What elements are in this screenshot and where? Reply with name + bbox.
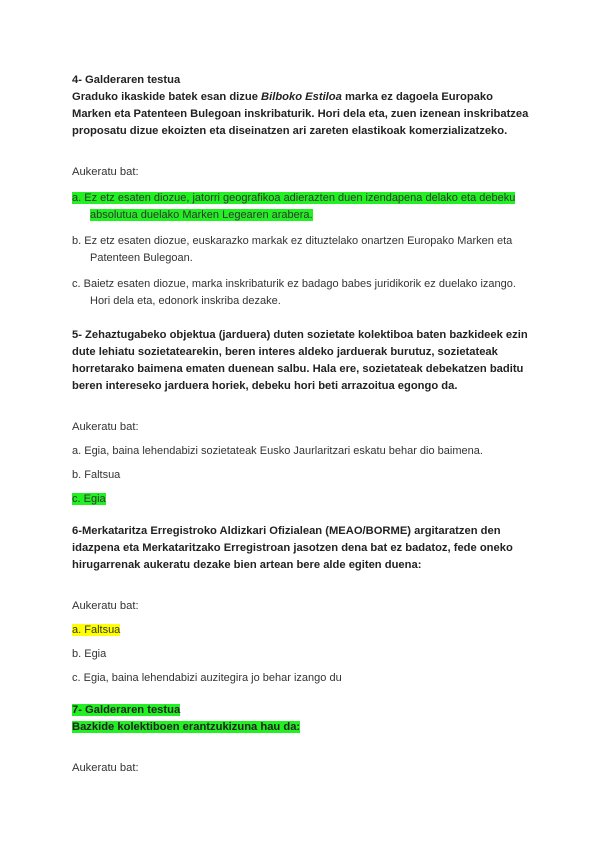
q7-stem-text: Bazkide kolektiboen erantzukizuna hau da: <box>72 721 301 733</box>
q6-choose-label: Aukeratu bat: <box>72 600 139 612</box>
q6-option-a-text: a. Faltsua <box>72 624 121 636</box>
q4-stem-italic: Bilboko Estiloa <box>261 91 342 103</box>
q4-option-a[interactable] <box>72 190 532 224</box>
q6-option-a[interactable] <box>72 622 532 639</box>
q4-stem-part-b: marka ez dagoela Europako Marken eta Patenteen Bulegoan inskribaturik. Hori dela eta, zuen izenean inskribatzea proposatu dizue ekoizten eta diseinatzen ari zareten elastikoak komerzializatzeko. <box>72 91 529 137</box>
q5-option-c[interactable] <box>72 491 532 508</box>
q6-option-b[interactable]: b. Egia <box>72 648 107 660</box>
question-5-stem: 5- Zehaztugabeko objektua (jarduera) duten sozietate kolektiboa baten bazkideek ezin dute lehiatu sozietatearekin, beren interes aldeko jarduerak burutuz, sozietateak horretarako baimena ematen duenean salbu. Hala ere, sozietateak debekatzen baditu beren intereseko jarduera horiek, debeku hori beti arrazoitua egongo da. <box>72 329 528 392</box>
q6-option-c[interactable]: c. Egia, baina lehendabizi auzitegira jo behar izango du <box>72 672 342 684</box>
question-4-stem <box>72 89 532 140</box>
q5-option-c-text: c. Egia <box>72 493 106 505</box>
question-6-stem: 6-Merkataritza Erregistroko Aldizkari Ofizialean (MEAO/BORME) argitaratzen den idazpena eta Merkataritzako Erregistroan jasotzen dena bat ez badatoz, fede oneko hirugarrenak aukeratu dezake bien artean bere alde egiten duena: <box>72 525 513 571</box>
q4-choose-label: Aukeratu bat: <box>72 166 139 178</box>
q4-option-a-text: a. Ez etz esaten diozue, jatorri geografikoa adierazten duen izendapena delako eta debeku absolutua duelako Marken Legearen arabera. <box>72 192 516 221</box>
question-7-stem <box>72 719 532 736</box>
q4-stem-part-a: Graduko ikaskide batek esan dizue <box>72 91 262 103</box>
q4-option-c[interactable]: c. Baietz esaten diozue, marka inskribaturik ez badago babes juridikorik ez duelako izango. Hori dela eta, edonork inskriba dezake. <box>72 278 516 307</box>
q5-choose-label: Aukeratu bat: <box>72 421 139 433</box>
question-7-title <box>72 702 532 719</box>
q4-option-b[interactable]: b. Ez etz esaten diozue, euskarazko markak ez dituztelako onartzen Europako Marken eta Patenteen Bulegoan. <box>72 235 513 264</box>
question-4-title: 4- Galderaren testua <box>72 74 181 86</box>
q5-option-b[interactable]: b. Faltsua <box>72 469 121 481</box>
q7-title-text: 7- Galderaren testua <box>72 704 181 716</box>
q5-option-a[interactable]: a. Egia, baina lehendabizi sozietateak Eusko Jaurlaritzari eskatu behar dio baimena. <box>72 445 483 457</box>
q7-choose-label: Aukeratu bat: <box>72 762 139 774</box>
document-page <box>72 72 532 777</box>
